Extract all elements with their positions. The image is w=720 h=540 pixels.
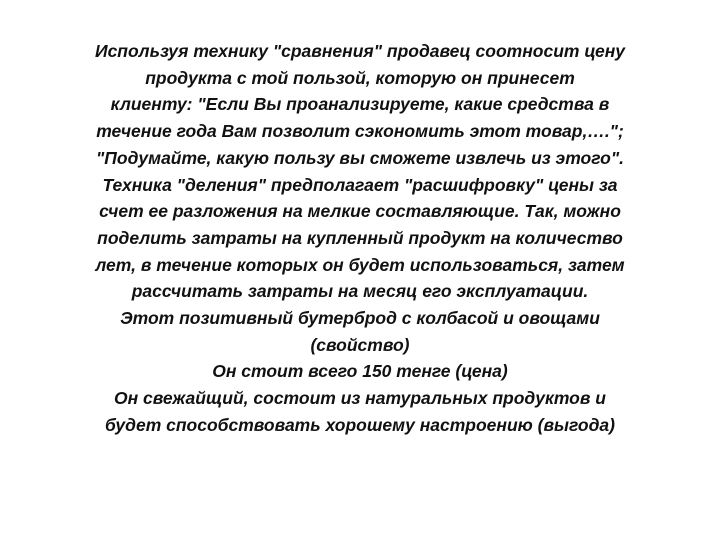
body-text [28,38,692,439]
text-line: лет, в течение которых он будет использоваться, затем [95,254,625,275]
text-line: клиенту: "Если Вы проанализируете, какие средства в [110,94,610,115]
text-line: Техника "деления" предполагает "расшифровку" цены за [102,174,618,195]
text-line: счет ее разложения на мелкие составляющие. Так, можно [99,201,621,222]
text-line: Он стоит всего 150 тенге (цена) [212,361,508,382]
text-line: Этот позитивный бутерброд с колбасой и овощами [120,308,600,329]
text-line: будет способствовать хорошему настроению (выгода) [105,414,615,435]
text-line: течение года Вам позволит сэкономить этот товар,…."; [96,121,624,142]
text-line: Он свежайщий, состоит из натуральных продуктов и [114,388,606,409]
text-line: "Подумайте, какую пользу вы сможете извлечь из этого". [96,147,624,168]
text-line: поделить затраты на купленный продукт на количество [97,227,623,248]
text-line: рассчитать затраты на месяц его эксплуатации. [131,281,589,302]
text-line: Используя технику "сравнения" продавец соотносит цену [94,41,625,61]
text-line: (свойство) [310,334,410,355]
text-line: продукта с той пользой, которую он принесет [145,67,575,88]
